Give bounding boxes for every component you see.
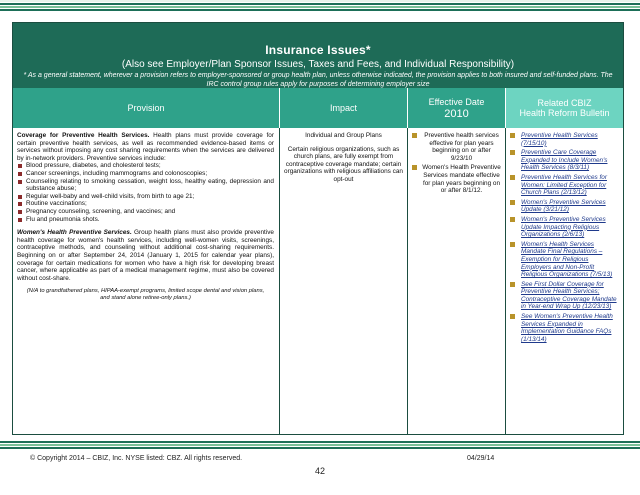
effective-date-label: Effective Date [428,96,485,107]
related-line-1: Related CBIZ [537,98,592,108]
header-impact: Impact [280,88,408,128]
header-effective-date [408,88,506,128]
list-item: Cancer screenings, including mammograms and colonoscopies; [17,170,274,178]
list-item: Routine vaccinations; [17,200,274,208]
bulletin-link[interactable]: Preventive Health Services (7/15/10) [509,132,620,147]
list-item: Women's Health Preventive Services mandate effective for plan years beginning on or after 8/1/12. [411,164,502,194]
bulletin-link[interactable]: Women's Preventive Services Update Impacting Religious Organizations (2/6/13) [509,216,620,239]
provision-paragraph-2 [17,229,274,282]
effective-date-list [411,132,502,195]
bulletin-link[interactable]: Preventive Care Coverage Expanded to Include Women's Health Services (8/3/11) [509,149,620,172]
insurance-table [12,22,624,435]
provision-footnote: (N/A to grandfathered plans, HIPAA-exempt programs, limited scope dental and vision plans, and stand alone retiree-only plans.) [26,288,265,302]
title-box [13,23,623,88]
effective-year: 2010 [444,107,469,120]
header-related-bulletin [506,88,623,128]
bulletin-link[interactable]: Preventive Health Services for Women: Limited Exception for Church Plans (2/13/12) [509,174,620,197]
list-item: Regular well-baby and well-child visits, from birth to age 21; [17,193,274,201]
list-item: Flu and pneumonia shots. [17,216,274,224]
list-item: Blood pressure, diabetes, and cholesterol tests; [17,162,274,170]
provision-paragraph-1 [17,132,274,162]
top-stripes [0,3,640,12]
related-bulletin-cell [506,128,623,434]
top-line [0,0,640,2]
related-bulletin-list [509,132,620,343]
bulletin-link[interactable]: Women's Health Services Mandate Final Regulations – Exemption for Religious Employers and Non-Profit Religious Organizations (7/5/13) [509,241,620,279]
bulletin-link[interactable]: See First Dollar Coverage for Preventive Health Services; Contraceptive Coverage Mandate in Year-end Wrap Up (12/23/13) [509,281,620,311]
page-subtitle: (Also see Employer/Plan Sponsor Issues, Taxes and Fees, and Individual Responsibility) [121,59,515,70]
provision-body-2: Group health plans must also provide preventive health coverage for women's health services, including well-women visits, screenings, contraceptive methods, and counseling without additional cost-sharing requirements. Beginning on or after September 24, 2014 (January 1, 2015 for calendar year plans), coverage for certain medications for women who have a high risk for developing breast cancer, where applicable as part of a medical management regime, must also be covered without cost-share. [17,229,274,282]
provision-cell [13,128,280,434]
provision-title-2: Women's Health Preventive Services. [17,229,132,237]
header-provision: Provision [13,88,280,128]
bulletin-link[interactable]: See Women's Preventive Health Services Expanded in Implementation Guidance FAQs (1/13/14) [509,313,620,343]
provision-title-1: Coverage for Preventive Health Services. [17,132,150,139]
list-item: Counseling relating to smoking cessation, weight loss, healthy eating, depression and substance abuse; [17,178,274,193]
related-line-2: Health Reform Bulletin [519,108,610,118]
page-number: 42 [314,466,325,476]
table-body [13,128,623,434]
list-item: Preventive health services effective for plan years beginning on or after 9/23/10 [411,132,502,162]
list-item: Pregnancy counseling, screening, and vaccines; and [17,208,274,216]
preventive-services-list [17,162,274,223]
page-title: Insurance Issues* [265,43,371,57]
bottom-stripes [0,441,640,450]
impact-cell [280,128,408,434]
impact-line-1: Individual and Group Plans [305,132,382,139]
column-headers [13,88,623,128]
header-note: * As a general statement, wherever a provision refers to employer-sponsored or group health plan, unless otherwise indicated, the provision applies to both insured and self-funded plans. The IRC control group rules apply for purposes of determining employer size [23,72,613,88]
provision-body-1: Health plans must provide coverage for certain preventive health services, as well as recommended evidence-based items or services without imposing any cost sharing requirements when the services are delivered by in-network providers. Preventive services include: [17,132,274,162]
bulletin-link[interactable]: Women's Preventive Services Update (3/21/12) [509,199,620,214]
copyright-text: © Copyright 2014 – CBIZ, Inc. NYSE listed: CBZ. All rights reserved. [30,455,243,462]
effective-date-cell [408,128,506,434]
footer-date: 04/29/14 [467,455,495,462]
impact-line-2: Certain religious organizations, such as church plans, are fully exempt from contraceptive coverage mandate; certain organizations with religious affiliations can opt-out [284,145,403,183]
